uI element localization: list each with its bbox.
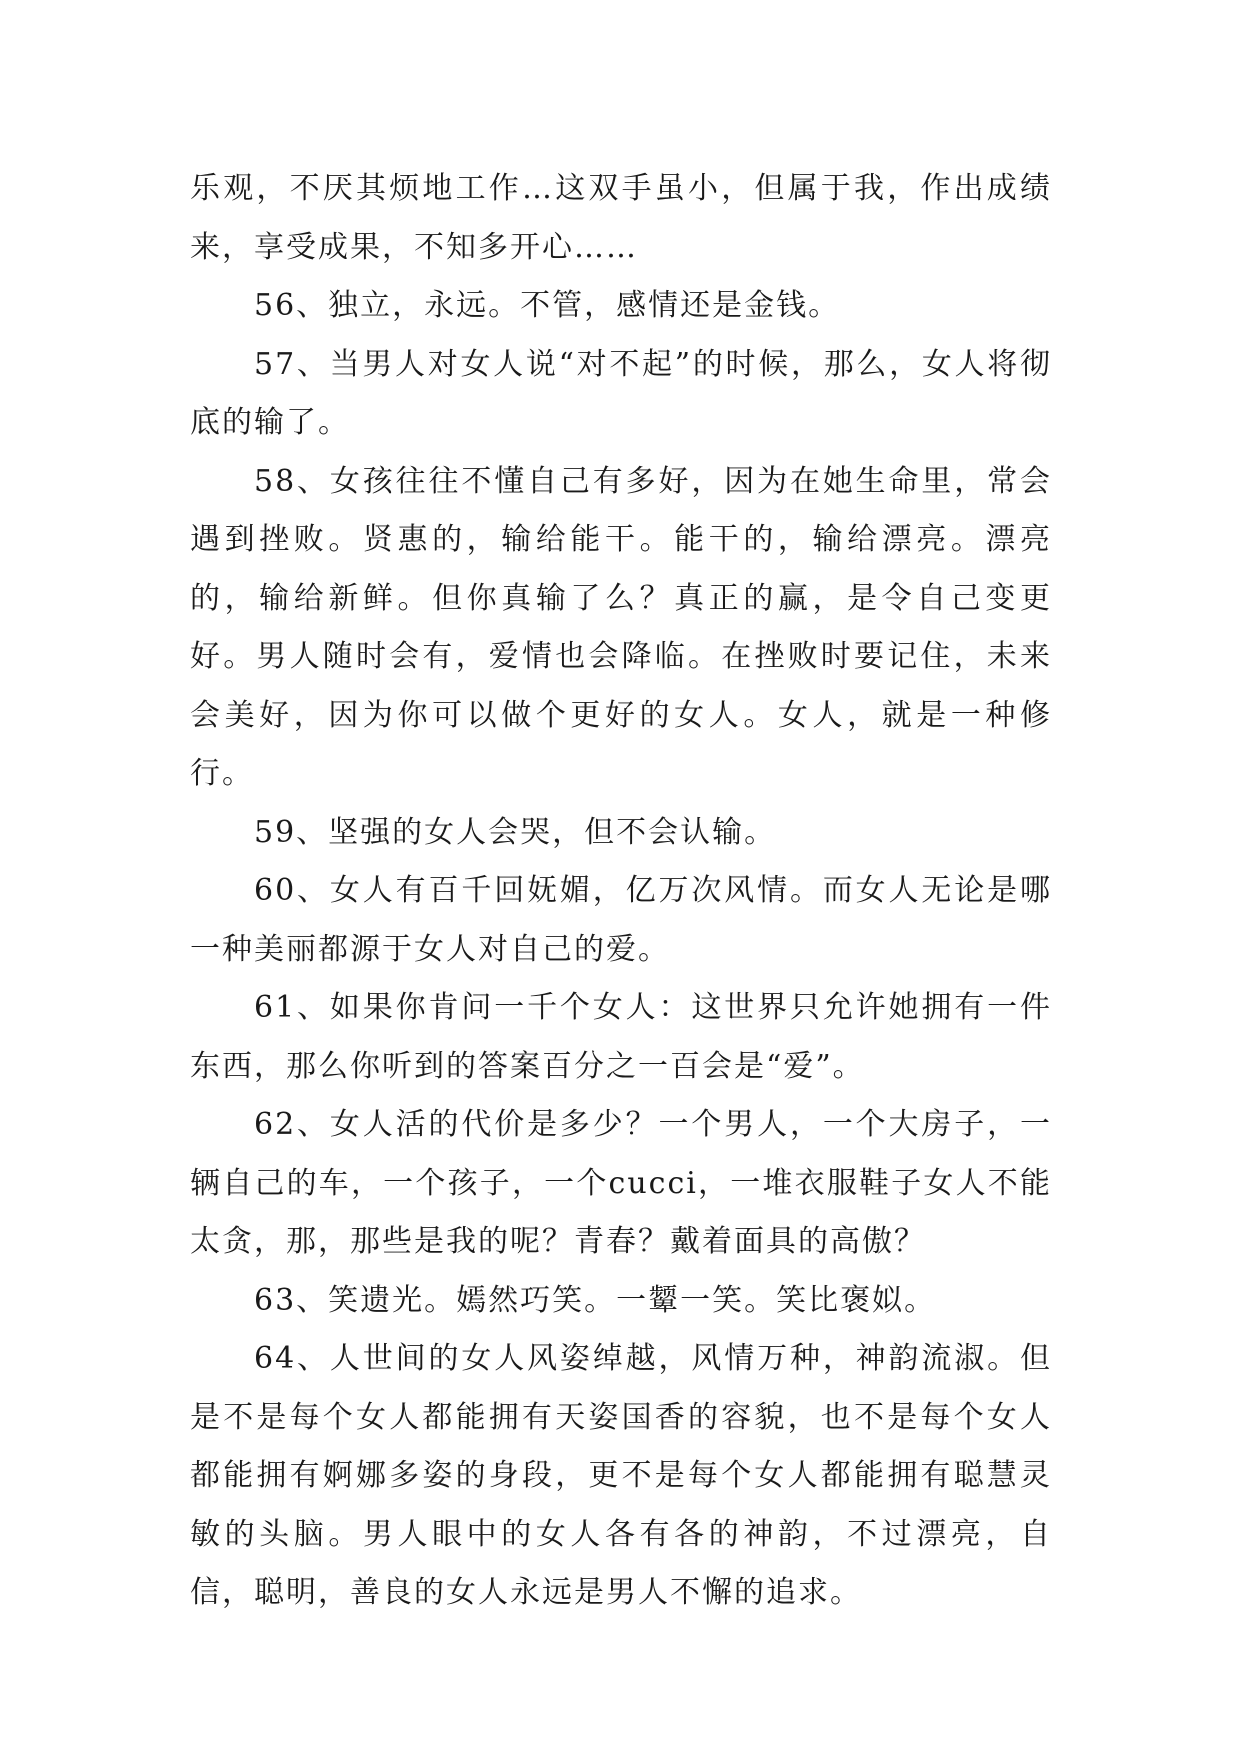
document-body — [190, 160, 1052, 1623]
paragraph-57: 57、当男人对女人说“对不起”的时候，那么，女人将彻底的输了。 — [190, 346, 1052, 440]
paragraph-63: 63、笑遗光。嫣然巧笑。一颦一笑。笑比褒姒。 — [254, 1282, 937, 1318]
paragraph-62: 62、女人活的代价是多少？一个男人，一个大房子，一辆自己的车，一个孩子，一个cucci，一堆衣服鞋子女人不能太贪，那，那些是我的呢？青春？戴着面具的高傲？ — [190, 1107, 1052, 1259]
paragraph-64: 64、人世间的女人风姿绰越，风情万种，神韵流淑。但是不是每个女人都能拥有天姿国香的容貌，也不是每个女人都能拥有婀娜多姿的身段，更不是每个女人都能拥有聪慧灵敏的头脑。男人眼中的女人各有各的神韵，不过漂亮，自信，聪明，善良的女人永远是男人不懈的追求。 — [190, 1341, 1052, 1610]
paragraph-61: 61、如果你肯问一千个女人：这世界只允许她拥有一件东西，那么你听到的答案百分之一百会是“爱”。 — [190, 990, 1052, 1084]
paragraph-continuation: 乐观，不厌其烦地工作…这双手虽小，但属于我，作出成绩来，享受成果，不知多开心…… — [190, 171, 1052, 265]
paragraph-59: 59、坚强的女人会哭，但不会认输。 — [254, 814, 777, 850]
paragraph-58: 58、女孩往往不懂自己有多好，因为在她生命里，常会遇到挫败。贤惠的，输给能干。能干的，输给漂亮。漂亮的，输给新鲜。但你真输了么？真正的赢，是令自己变更好。男人随时会有，爱情也会降临。在挫败时要记住，未来会美好，因为你可以做个更好的女人。女人，就是一种修行。 — [190, 463, 1052, 791]
paragraph-60: 60、女人有百千回妩媚，亿万次风情。而女人无论是哪一种美丽都源于女人对自己的爱。 — [190, 873, 1052, 967]
paragraph-56: 56、独立，永远。不管，感情还是金钱。 — [254, 288, 841, 323]
